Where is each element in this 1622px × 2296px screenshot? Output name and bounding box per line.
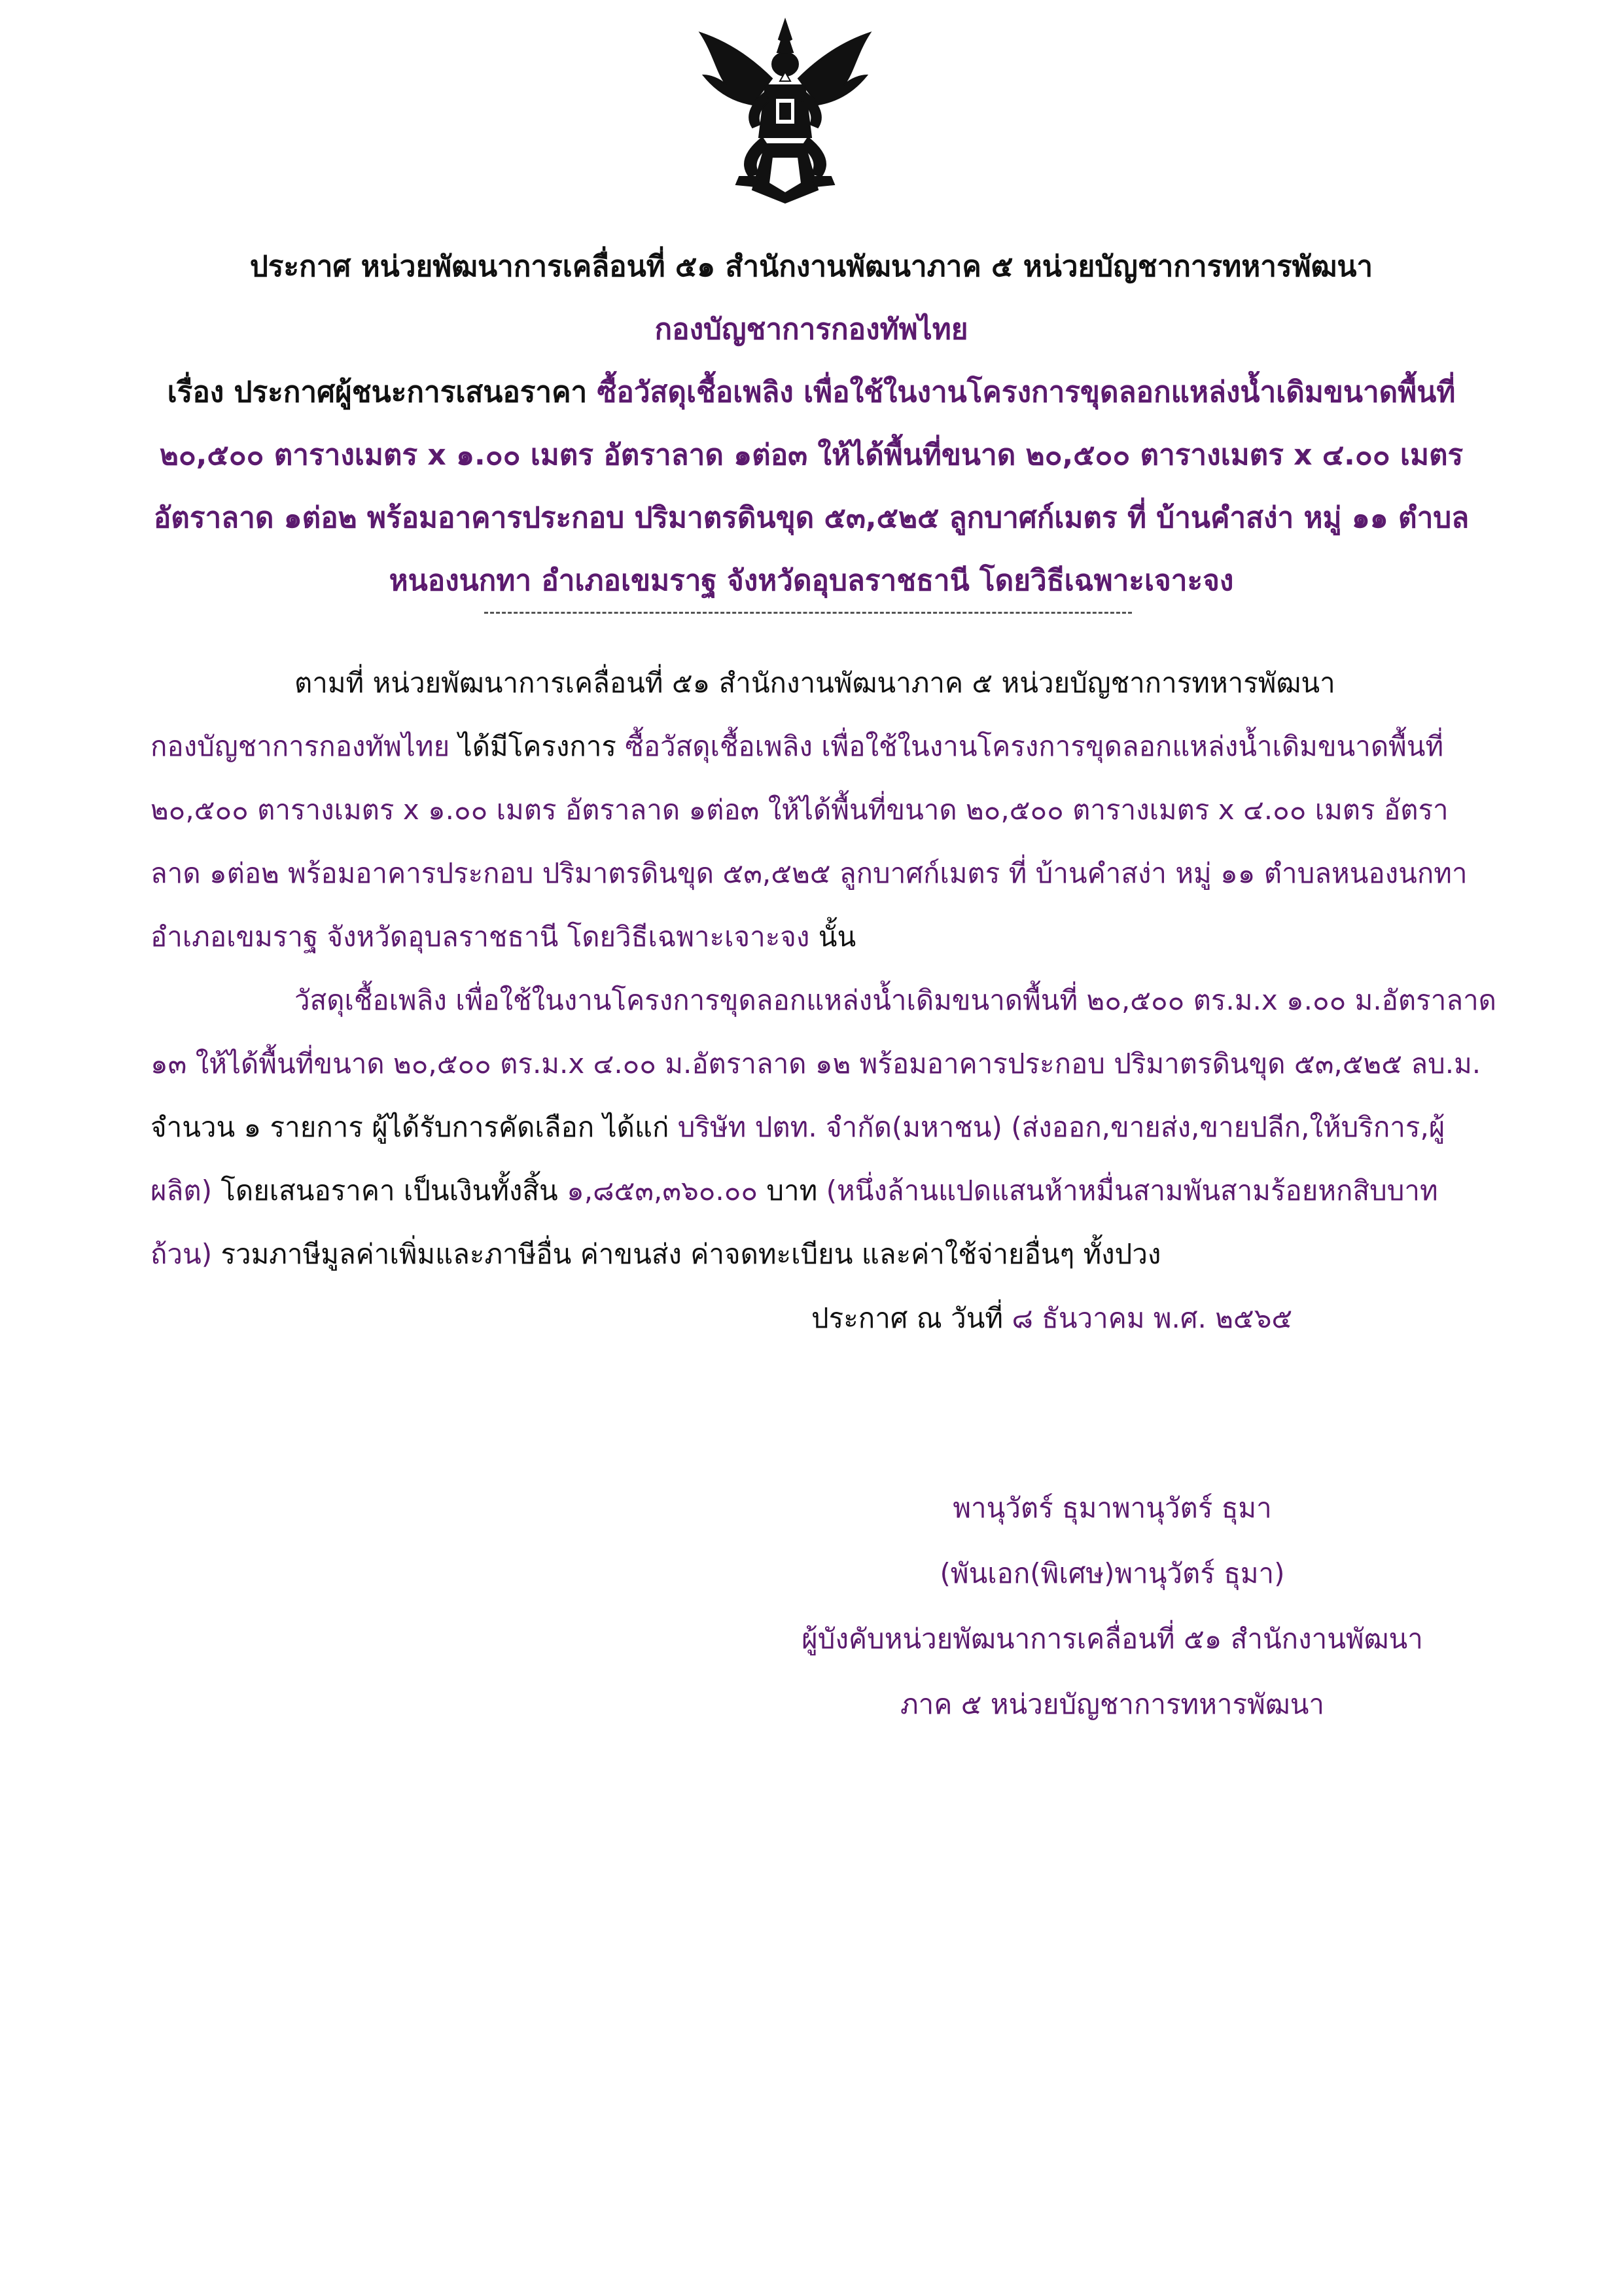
section-divider	[484, 612, 1132, 614]
title-text: อัตราลาด ๑ต่อ๒ พร้อมอาคารประกอบ ปริมาตรดินขุด ๕๓,๕๒๕ ลูกบาศก์เมตร ที่ บ้านคำสง่า หมู่ ๑๑ ตำบล	[153, 501, 1470, 535]
body-text: ได้มีโครงการ	[450, 730, 626, 762]
announcement-body	[150, 651, 1498, 1286]
body-text: (หนึ่งล้านแปดแสนห้าหมื่นสามพันสามร้อยหกสิบบาท	[826, 1174, 1438, 1207]
body-text: ผลิต)	[150, 1174, 213, 1207]
garuda-emblem-icon	[687, 13, 883, 209]
body-line	[150, 715, 1498, 778]
body-text: บริษัท ปตท. จำกัด(มหาชน) (ส่งออก,ขายส่ง,ขายปลีก,ให้บริการ,ผู้	[677, 1111, 1445, 1143]
title-text: กองบัญชาการกองทัพไทย	[654, 313, 968, 346]
body-text: กองบัญชาการกองทัพไทย	[150, 730, 450, 762]
body-line	[150, 841, 1498, 905]
title-text: ซื้อวัสดุเชื้อเพลิง เพื่อใช้ในงานโครงการขุดลอกแหล่งน้ำเดิมขนาดพื้นที่	[597, 376, 1456, 409]
body-text: ๑,๘๕๓,๓๖๐.๐๐	[567, 1174, 758, 1207]
body-text: ตามที่ หน่วยพัฒนาการเคลื่อนที่ ๕๑ สำนักงานพัฒนาภาค ๕ หน่วยบัญชาการทหารพัฒนา	[294, 667, 1335, 699]
title-line	[118, 424, 1505, 487]
body-text: ซื้อวัสดุเชื้อเพลิง เพื่อใช้ในงานโครงการขุดลอกแหล่งน้ำเดิมขนาดพื้นที่	[625, 730, 1444, 762]
body-text: โดยเสนอราคา เป็นเงินทั้งสิ้น	[212, 1174, 567, 1207]
body-text: วัสดุเชื้อเพลิง เพื่อใช้ในงานโครงการขุดลอกแหล่งน้ำเดิมขนาดพื้นที่ ๒๐,๕๐๐ ตร.ม.x ๑.๐๐ ม.อัตราลาด	[294, 984, 1496, 1016]
date-value: ๘ ธันวาคม พ.ศ. ๒๕๖๕	[1012, 1302, 1293, 1334]
body-text: ถ้วน)	[150, 1238, 213, 1270]
signature-block	[785, 1475, 1439, 1737]
body-text: นั้น	[809, 921, 856, 953]
body-text: จำนวน ๑ รายการ ผู้ได้รับการคัดเลือก ได้แก่	[150, 1111, 678, 1143]
signature-name: พานุวัตร์ ธุมาพานุวัตร์ ธุมา	[953, 1492, 1272, 1524]
body-line	[150, 905, 1498, 968]
announcement-date-line	[811, 1299, 1292, 1338]
body-line	[150, 968, 1498, 1032]
body-line	[150, 778, 1498, 841]
title-line	[118, 298, 1505, 361]
title-line	[118, 550, 1505, 612]
title-text: หนองนกทา อำเภอเขมราฐ จังหวัดอุบลราชธานี โดยวิธีเฉพาะเจาะจง	[389, 564, 1234, 597]
title-text: ๒๐,๕๐๐ ตารางเมตร x ๑.๐๐ เมตร อัตราลาด ๑ต่อ๓ ให้ได้พื้นที่ขนาด ๒๐,๕๐๐ ตารางเมตร x ๔.๐๐ เมตร	[159, 438, 1464, 472]
signature-position-line-2: ภาค ๕ หน่วยบัญชาการทหารพัฒนา	[900, 1688, 1324, 1720]
body-text: รวมภาษีมูลค่าเพิ่มและภาษีอื่น ค่าขนส่ง ค่าจดทะเบียน และค่าใช้จ่ายอื่นๆ ทั้งปวง	[212, 1238, 1161, 1270]
signature-rank-name: (พันเอก(พิเศษ)พานุวัตร์ ธุมา)	[940, 1557, 1285, 1589]
title-line	[118, 361, 1505, 424]
title-text: เรื่อง ประกาศผู้ชนะการเสนอราคา	[167, 376, 597, 409]
body-text: ๒๐,๕๐๐ ตารางเมตร x ๑.๐๐ เมตร อัตราลาด ๑ต่อ๓ ให้ได้พื้นที่ขนาด ๒๐,๕๐๐ ตารางเมตร x ๔.๐๐ เมตร อัตรา	[150, 794, 1449, 826]
body-line	[150, 1222, 1498, 1286]
body-text: อำเภอเขมราฐ จังหวัดอุบลราชธานี โดยวิธีเฉพาะเจาะจง	[150, 921, 810, 953]
body-line	[150, 651, 1498, 715]
announcement-title	[118, 236, 1505, 612]
date-prefix: ประกาศ ณ วันที่	[811, 1302, 1012, 1334]
body-text: ลาด ๑ต่อ๒ พร้อมอาคารประกอบ ปริมาตรดินขุด ๕๓,๕๒๕ ลูกบาศก์เมตร ที่ บ้านคำสง่า หมู่ ๑๑ ตำบลหนองนกทา	[150, 857, 1468, 889]
signature-position-line-1: ผู้บังคับหน่วยพัฒนาการเคลื่อนที่ ๕๑ สำนักงานพัฒนา	[802, 1623, 1423, 1655]
title-line	[118, 236, 1505, 298]
body-text: บาท	[758, 1174, 826, 1207]
body-line	[150, 1159, 1498, 1222]
body-text: ๑๓ ให้ได้พื้นที่ขนาด ๒๐,๕๐๐ ตร.ม.x ๔.๐๐ ม.อัตราลาด ๑๒ พร้อมอาคารประกอบ ปริมาตรดินขุด ๕๓,๕๒๕ ลบ.ม.	[150, 1048, 1481, 1080]
title-text: ประกาศ หน่วยพัฒนาการเคลื่อนที่ ๕๑ สำนักงานพัฒนาภาค ๕ หน่วยบัญชาการทหารพัฒนา	[249, 250, 1373, 283]
body-line	[150, 1032, 1498, 1095]
title-line	[118, 487, 1505, 550]
body-line	[150, 1095, 1498, 1159]
